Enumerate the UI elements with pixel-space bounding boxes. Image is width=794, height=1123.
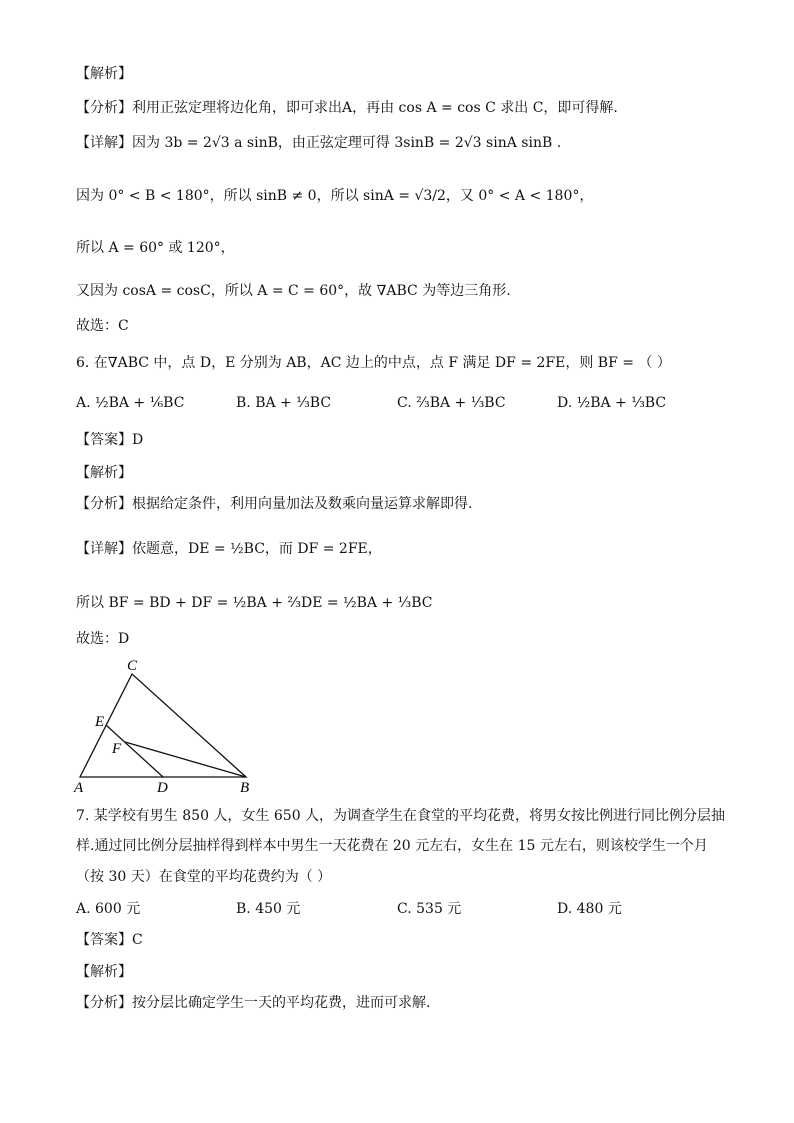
option-label: A.: [76, 901, 91, 917]
option-label: C.: [397, 395, 412, 411]
q6-stem: 6. 在∇ABC 中，点 D，E 分别为 AB，AC 边上的中点，点 F 满足 DF = 2FE，则 BF = （ ）: [76, 355, 671, 371]
jiexi-heading-q6: 【解析】: [76, 465, 132, 481]
answer-label: 【答案】: [76, 932, 132, 948]
fenxi-text: 按分层比确定学生一天的平均花费，进而可求解.: [132, 995, 431, 1011]
xiangjie-label: 【详解】: [76, 135, 132, 151]
jiexi-heading-q5: 【解析】: [76, 66, 132, 82]
label-c: C: [127, 658, 138, 674]
fenxi-q6: [76, 494, 472, 514]
fenxi-text: 根据给定条件，利用向量加法及数乘向量运算求解即得.: [132, 496, 473, 512]
option-text: 535 元: [416, 901, 462, 917]
xiangjie-text: 因为 3b = 2√3 a sinB，由正弦定理可得 3sinB = 2√3 sinA sinB .: [132, 135, 562, 151]
line-a-values: 所以 A = 60° 或 120°，: [76, 240, 235, 256]
q6-answer: [76, 430, 143, 450]
label-f: F: [112, 741, 122, 757]
q7-stem-line3: （按 30 天）在食堂的平均花费约为（ ）: [76, 869, 332, 885]
line-sin-a: 因为 0° < B < 180°，所以 sinB ≠ 0，所以 sinA = √3/2，又 0° < A < 180°，: [76, 188, 594, 204]
option-text: 450 元: [255, 901, 301, 917]
q6-option-d: [557, 393, 666, 413]
q6-option-c: [397, 393, 506, 413]
option-expr: BA + ⅓BC: [255, 395, 332, 411]
option-label: D.: [557, 395, 573, 411]
q7-answer: [76, 930, 143, 950]
option-text: 480 元: [576, 901, 622, 917]
triangle-figure: [70, 656, 270, 796]
option-expr: ⅔BA + ⅓BC: [416, 395, 506, 411]
option-expr: ½BA + ⅙BC: [95, 395, 185, 411]
line-cos: 又因为 cosA = cosC，所以 A = C = 60°，故 ∇ABC 为等边三角形.: [76, 283, 511, 299]
option-expr: ½BA + ⅓BC: [576, 395, 667, 411]
q6-derivation: 所以 BF = BD + DF = ½BA + ⅔DE = ½BA + ⅓BC: [76, 595, 433, 611]
q7-option-c: [397, 899, 461, 919]
q7-stem-line2: 样.通过同比例分层抽样得到样本中男生一天花费在 20 元左右，女生在 15 元左右，则该校学生一个月: [76, 838, 708, 854]
q6-option-a: [76, 393, 184, 413]
xiangjie-text: 依题意，DE = ½BC，而 DF = 2FE，: [132, 541, 382, 557]
xiangjie-q5: [76, 133, 561, 153]
answer-value: D: [132, 432, 144, 448]
option-label: C.: [397, 901, 412, 917]
label-d: D: [157, 780, 168, 796]
fenxi-label: 【分析】: [76, 100, 132, 116]
fenxi-q7: [76, 993, 430, 1013]
q7-option-b: [236, 899, 300, 919]
option-label: D.: [557, 901, 573, 917]
label-b: B: [240, 780, 250, 796]
answer-value: C: [132, 932, 143, 948]
q6-option-b: [236, 393, 331, 413]
guxuan-q6: 故选：D: [76, 631, 130, 647]
guxuan-q5: 故选：C: [76, 318, 129, 334]
option-text: 600 元: [95, 901, 141, 917]
xiangjie-q6: [76, 539, 382, 559]
label-a: A: [74, 780, 84, 796]
fenxi-label: 【分析】: [76, 995, 132, 1011]
fenxi-q5: [76, 98, 618, 118]
fenxi-label: 【分析】: [76, 496, 132, 512]
option-label: B.: [236, 395, 251, 411]
q7-option-a: [76, 899, 140, 919]
option-label: B.: [236, 901, 251, 917]
label-e: E: [95, 714, 105, 730]
fenxi-text: 利用正弦定理将边化角，即可求出A，再由 cos A = cos C 求出 C，即可得解.: [132, 100, 618, 116]
xiangjie-label: 【详解】: [76, 541, 132, 557]
q7-stem-line1: 7. 某学校有男生 850 人，女生 650 人，为调查学生在食堂的平均花费，将男女按比例进行同比例分层抽: [76, 808, 726, 824]
answer-label: 【答案】: [76, 432, 132, 448]
option-label: A.: [76, 395, 91, 411]
jiexi-heading-q7: 【解析】: [76, 964, 132, 980]
triangle-abc: [80, 674, 246, 777]
q7-option-d: [557, 899, 622, 919]
